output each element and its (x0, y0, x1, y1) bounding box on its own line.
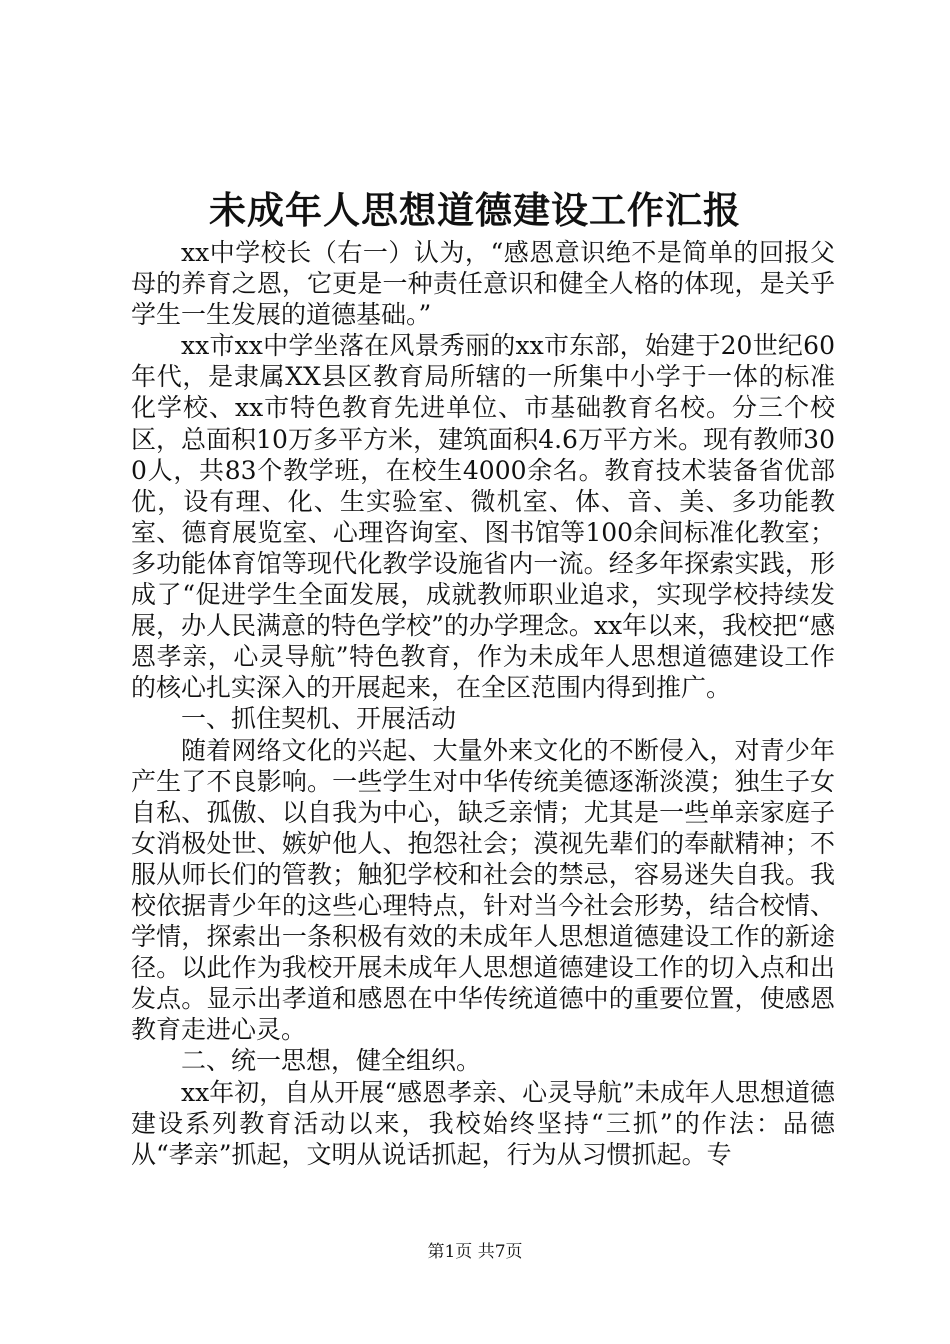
section-heading-2: 二、统一思想，健全组织。 (181, 1046, 482, 1076)
paragraph-2: xx市xx中学坐落在风景秀丽的xx市东部，始建于20世纪60年代，是隶属XX县区教育局所辖的一所集中小学于一体的标准化学校、xx市特色教育先进单位、市基础教育名校。分三个校区，总面积10万多平方米，建筑面积4.6万平方米。现有教师300人，共83个教学班，在校生4000余名。教育技术装备省优部优，设有理、化、生实验室、微机室、体、音、美、多功能教室、德育展览室、心理咨询室、图书馆等100余间标准化教室；多功能体育馆等现代化教学设施省内一流。经多年探索实践，形成了“促进学生全面发展，成就教师职业追求，实现学校持续发展，办人民满意的特色学校”的办学理念。xx年以来，我校把“感恩孝亲，心灵导航”特色教育，作为未成年人思想道德建设工作的核心扎实深入的开展起来，在全区范围内得到推广。 (131, 331, 835, 703)
section-heading-1: 一、抓住契机、开展活动 (181, 704, 457, 734)
paragraph-1: xx中学校长（右一）认为，“感恩意识绝不是简单的回报父母的养育之恩，它更是一种责任意识和健全人格的体现，是关乎学生一生发展的道德基础。” (131, 238, 835, 330)
page-footer: 第1页 共7页 (427, 1242, 523, 1262)
paragraph-4: xx年初，自从开展“感恩孝亲、心灵导航”未成年人思想道德建设系列教育活动以来，我校始终坚持“三抓”的作法：品德从“孝亲”抓起，文明从说话抓起，行为从习惯抓起。专 (131, 1077, 835, 1169)
document-body (131, 237, 835, 1170)
document-title: 未成年人思想道德建设工作汇报 (209, 188, 741, 232)
paragraph-3: 随着网络文化的兴起、大量外来文化的不断侵入，对青少年产生了不良影响。一些学生对中华传统美德逐渐淡漠；独生子女自私、孤傲、以自我为中心，缺乏亲情；尤其是一些单亲家庭子女消极处世、嫉妒他人、抱怨社会；漠视先辈们的奉献精神；不服从师长们的管教；触犯学校和社会的禁忌，容易迷失自我。我校依据青少年的这些心理特点，针对当今社会形势，结合校情、学情，探索出一条积极有效的未成年人思想道德建设工作的新途径。以此作为我校开展未成年人思想道德建设工作的切入点和出发点。显示出孝道和感恩在中华传统道德中的重要位置，使感恩教育走进心灵。 (131, 735, 835, 1045)
